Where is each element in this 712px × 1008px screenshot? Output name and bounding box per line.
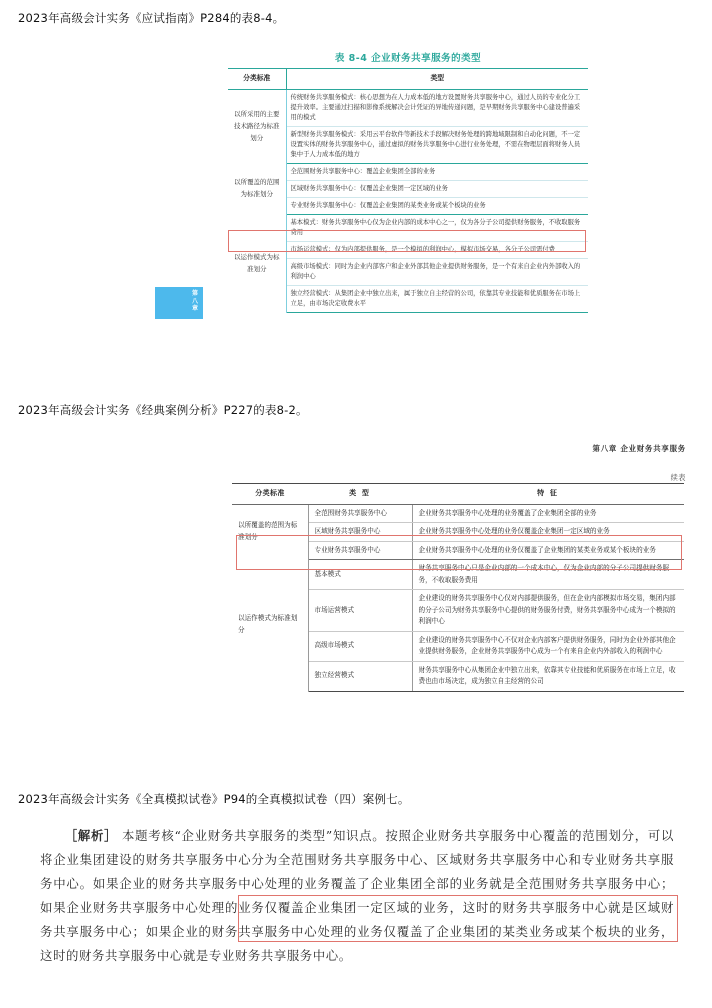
running-head-chapter: 第八章 企业财务共享服务 (592, 444, 686, 453)
cell-type-professional: 专业财务共享服务中心 (308, 541, 412, 560)
table-row (232, 504, 684, 523)
table-8-4-title: 表 8-4 企业财务共享服务的类型 (334, 53, 482, 64)
continued-table-label: 续表 (670, 474, 686, 482)
cell-feature-independent-operation: 财务共享服务中心从集团企业中独立出来，依靠其专业技能和优质服务在市场上立足，收费也由市场决定，成为独立自主经营的公司 (412, 661, 684, 691)
chapter-tab-char-1: 第 (191, 290, 198, 297)
table-8-2-block (0, 435, 712, 780)
cell-traditional-mode: 传统财务共享服务模式：核心思想为在人力成本低的地方设置财务共享服务中心，通过人员的专业化分工提升效率。主要通过扫描和影像系统解决会计凭证的异地传递问题，是早期财务共享服务中心建设普遍采用的模式 (286, 90, 588, 127)
table-row (228, 90, 588, 127)
table-8-4 (228, 68, 588, 313)
cell-type-basic-mode: 基本模式 (308, 560, 412, 590)
column-header-type: 类 型 (308, 484, 412, 505)
column-header-classification: 分类标准 (228, 69, 286, 90)
cell-basic-mode: 基本模式：财务共享服务中心仅为企业内部的成本中心之一，仅为各分子公司提供财务服务，不收取服务费用 (286, 215, 588, 242)
table-row (228, 215, 588, 242)
explanation-block (0, 818, 712, 1008)
cell-advanced-market-mode: 高级市场模式：同时为企业内部客户和企业外部其他企业提供财务服务，是一个有来自企业内外部收入的利润中心 (286, 259, 588, 286)
table-row (232, 560, 684, 590)
group-label-coverage-scope: 以所覆盖的范围为标准划分 (228, 164, 286, 215)
cell-feature-full-scope: 企业财务共享服务中心处理的业务覆盖了企业集团全部的业务 (412, 504, 684, 523)
table-header-row (232, 484, 684, 505)
cell-feature-market-operation: 企业建设的财务共享服务中心仅对内部提供服务，但在企业内部模拟市场交易，集团内部的分子公司为财务共享服务中心提供的财务服务付费，财务共享服务中心成为一个模拟的利润中心 (412, 590, 684, 632)
cell-type-regional: 区域财务共享服务中心 (308, 523, 412, 542)
cell-type-full-scope: 全范围财务共享服务中心 (308, 504, 412, 523)
caption-guide-book: 2023年高级会计实务《应试指南》P284的表8-4。 (18, 11, 285, 25)
explanation-paragraph (40, 824, 674, 968)
explanation-label: ［解析］ (64, 828, 118, 843)
column-header-type: 类型 (286, 69, 588, 90)
group-label-operating-mode: 以运作模式为标准划分 (228, 215, 286, 313)
table-8-4-block (0, 40, 712, 380)
cell-new-mode: 新型财务共享服务模式：采用云平台软件等新技术手段解决财务处理的跨地域限制和自动化问题，不一定设置实体的财务共享服务中心，通过虚拟的财务共享服务中心进行业务处理，不需在物理层面将财务人员集中于人力成本低的地方 (286, 127, 588, 164)
cell-feature-basic-mode: 财务共享服务中心只是企业内部的一个成本中心，仅为企业内部的分子公司提供财务服务，不收取服务费用 (412, 560, 684, 590)
cell-market-operation-mode: 市场运营模式：仅为内部提供服务，是一个模拟的利润中心，模拟市场交易，各分子公司需付费 (286, 242, 588, 259)
table-header-row (228, 69, 588, 90)
column-header-feature: 特 征 (412, 484, 684, 505)
table-8-2 (232, 483, 684, 692)
group-label-operating-mode: 以运作模式为标准划分 (232, 560, 308, 692)
cell-feature-professional: 企业财务共享服务中心处理的业务仅覆盖了企业集团的某类业务或某个板块的业务 (412, 541, 684, 560)
chapter-tab-char-2: 八 (191, 297, 198, 305)
table-row (228, 164, 588, 181)
caption-case-analysis-book: 2023年高级会计实务《经典案例分析》P227的表8-2。 (18, 403, 308, 417)
cell-type-market-operation: 市场运营模式 (308, 590, 412, 632)
cell-feature-regional: 企业财务共享服务中心处理的业务仅覆盖企业集团一定区域的业务 (412, 523, 684, 542)
cell-regional-center: 区域财务共享服务中心：仅覆盖企业集团一定区域的业务 (286, 181, 588, 198)
chapter-tab (155, 287, 203, 319)
cell-full-scope-center: 全范围财务共享服务中心：覆盖企业集团全部的业务 (286, 164, 588, 181)
cell-type-independent-operation: 独立经营模式 (308, 661, 412, 691)
group-label-technology-path: 以所采用的主要技术路径为标准划分 (228, 90, 286, 164)
group-label-coverage-scope: 以所覆盖的范围为标准划分 (232, 504, 308, 560)
column-header-classification: 分类标准 (232, 484, 308, 505)
explanation-text: 本题考核“企业财务共享服务的类型”知识点。按照企业财务共享服务中心覆盖的范围划分，可以将企业集团建设的财务共享服务中心分为全范围财务共享服务中心、区域财务共享服务中心和专业财务共享服务中心。如果企业的财务共享服务中心处理的业务覆盖了企业集团全部的业务就是全范围财务共享服务中心；如果企业财务共享服务中心处理的业务仅覆盖企业集团一定区域的业务，这时的财务共享服务中心就是区域财务共享服务中心；如果企业的财务共享服务中心处理的业务仅覆盖了企业集团的某类业务或某个板块的业务，这时的财务共享服务中心就是专业财务共享服务中心。 (40, 828, 674, 963)
chapter-tab-char-3: 章 (191, 305, 198, 312)
caption-mock-exam-book: 2023年高级会计实务《全真模拟试卷》P94的全真模拟试卷（四）案例七。 (18, 792, 410, 806)
cell-feature-advanced-market: 企业建设的财务共享服务中心不仅对企业内部客户提供财务服务，同时为企业外部其他企业提供财务服务，企业财务共享服务中心成为一个有来自企业内外部收入的利润中心 (412, 631, 684, 661)
cell-independent-operation-mode: 独立经营模式：从集团企业中独立出来，属于独立自主经营的公司，依靠其专业技能和优质服务在市场上立足，由市场决定收费水平 (286, 286, 588, 313)
cell-professional-center: 专业财务共享服务中心：仅覆盖企业集团的某类业务或某个板块的业务 (286, 198, 588, 215)
cell-type-advanced-market: 高级市场模式 (308, 631, 412, 661)
